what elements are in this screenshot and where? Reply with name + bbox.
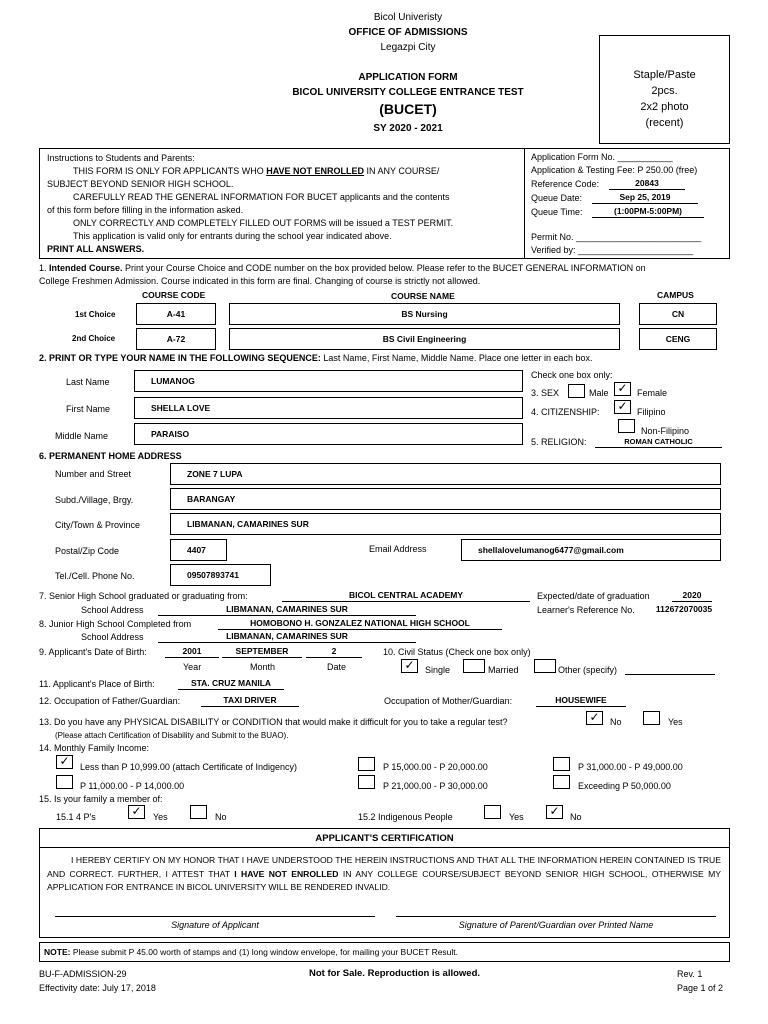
zip-label: Postal/Zip Code [55,546,120,556]
sex-female-checkbox[interactable]: ✓ [614,382,631,396]
shs-name: BICOL CENTRAL ACADEMY [282,590,530,602]
reference-code-label: Reference Code: [531,179,600,189]
section2-heading [39,353,592,363]
footer-page: Page 1 of 2 [677,983,724,993]
choice2-course[interactable]: BS Civil Engineering [229,328,620,350]
last-name-label: Last Name [66,377,110,387]
member-4ps-no-label: No [215,812,227,822]
civil-other-checkbox[interactable] [534,659,556,673]
birthplace-label: 11. Applicant's Place of Birth: [39,679,155,689]
street-label: Number and Street [55,469,132,479]
income-opt3-label: P 31,000.00 - P 49,000.00 [578,762,683,772]
queue-time-value: (1:00PM-5:00PM) [592,206,704,218]
civil-other-line [625,674,715,675]
verified-by-label: Verified by: _______________________ [531,245,694,255]
queue-date-value: Sep 25, 2019 [592,192,698,204]
phone-label: Tel./Cell. Phone No. [55,571,135,581]
member-title: 15. Is your family a member of: [39,794,163,804]
shs-grad-value: 2020 [672,590,712,602]
school-year: SY 2020 - 2021 [373,123,443,134]
civil-married-checkbox[interactable] [463,659,485,673]
section2-title: 2. PRINT OR TYPE YOUR NAME IN THE FOLLOWING SEQUENCE: [39,353,321,363]
permit-no-label: Permit No. _________________________ [531,232,702,242]
choice1-code[interactable]: A-41 [136,303,216,325]
member-ip-yes-label: Yes [509,812,524,822]
photo-line-4: (recent) [645,117,684,129]
signature-applicant-label: Signature of Applicant [171,920,259,930]
income-opt5-label: P 21,000.00 - P 30,000.00 [383,781,488,791]
birth-label: 9. Applicant's Date of Birth: [39,647,147,657]
religion-label: 5. RELIGION: [531,437,587,447]
income-opt2-checkbox[interactable] [358,757,375,771]
instructions-title: Instructions to Students and Parents: [47,153,195,163]
choice2-label: 2nd Choice [72,334,116,343]
sex-female-label: Female [637,388,668,398]
jhs-address: LIBMANAN, CAMARINES SUR [158,631,416,643]
check-one-label: Check one box only: [531,370,613,380]
citizenship-label: 4. CITIZENSHIP: [531,407,600,417]
subd-label: Subd./Village, Brgy. [55,495,134,505]
father-occupation-label: 12. Occupation of Father/Guardian: [39,696,181,706]
note-label: NOTE: [44,947,71,957]
father-occupation: TAXI DRIVER [201,695,299,707]
choice2-code[interactable]: A-72 [136,328,216,350]
birth-day-caption: Date [327,662,347,672]
queue-date-label: Queue Date: [531,193,583,203]
photo-line-1: Staple/Paste [633,69,696,81]
email-label: Email Address [369,544,427,554]
non-filipino-label: Non-Filipino [641,426,690,436]
income-title: 14. Monthly Family Income: [39,743,150,753]
university-name: Bicol Univeristy [373,12,443,23]
civil-single-checkbox[interactable]: ✓ [401,659,418,673]
street-field[interactable]: ZONE 7 LUPA [170,463,721,485]
note-body: Please submit P 45.00 worth of stamps and (1) long window envelope, for mailing your BUCET Result. [70,947,459,957]
first-name-field[interactable]: SHELLA LOVE [134,397,523,419]
section2-rest: Last Name, First Name, Middle Name. Place one letter in each box. [320,353,593,363]
instructions-p1 [73,166,439,176]
first-name-label: First Name [66,404,111,414]
disability-note: (Please attach Certification of Disability and Submit to the BUAO). [55,731,289,740]
last-name-field[interactable]: LUMANOG [134,370,523,392]
certification-text-2: I HAVE NOT ENROLLED [234,868,339,879]
certification-text [47,854,721,895]
shs-address: LIBMANAN, CAMARINES SUR [158,604,416,616]
member-ip-no-label: No [570,812,582,822]
disability-no-checkbox[interactable]: ✓ [586,711,603,725]
income-opt4-label: P 11,000.00 - P 14,000.00 [80,781,185,791]
member-4ps-label: 15.1 4 P's [56,812,96,822]
shs-address-label: School Address [81,605,144,615]
signature-parent-line [396,916,716,917]
section1-line2: College Freshmen Admission. Course indicated in this form are final. Changing of course is strictly not allowed. [39,276,481,286]
disability-yes-checkbox[interactable] [643,711,660,725]
birth-year: 2001 [165,646,219,658]
birth-month-caption: Month [250,662,276,672]
disability-yes-label: Yes [668,717,683,727]
city-label: City/Town & Province [55,520,141,530]
footer-not-for-sale: Not for Sale. Reproduction is allowed. [309,968,481,979]
income-opt5-checkbox[interactable] [358,775,375,789]
test-name: BICOL UNIVERSITY COLLEGE ENTRANCE TEST [292,87,524,98]
certification-text-3: IN ANY COLLEGE COURSE/SUBJECT BEYOND SENIOR HIGH SCHOOL, OTHERWISE MY APPLICATION FOR ENTRANCE IN BICOL UNIVERSITY WILL BE RENDERED INVALID. [47,868,722,892]
member-ip-label: 15.2 Indigenous People [358,812,453,822]
income-opt1-checkbox[interactable]: ✓ [56,755,73,769]
income-opt6-label: Exceeding P 50,000.00 [578,781,671,791]
footer-form-code: BU-F-ADMISSION-29 [39,969,127,979]
jhs-label: 8. Junior High School Completed from [39,619,192,629]
member-ip-yes-checkbox[interactable] [484,805,501,819]
office-city: Legazpi City [380,42,436,53]
member-4ps-yes-label: Yes [153,812,168,822]
filipino-checkbox[interactable]: ✓ [614,400,631,414]
income-opt1-label: Less than P 10,999.00 (attach Certificate of Indigency) [80,762,297,772]
birth-month: SEPTEMBER [222,646,302,658]
mother-occupation-label: Occupation of Mother/Guardian: [384,696,513,706]
photo-line-3: 2x2 photo [640,101,689,113]
instructions-p1d: SUBJECT BEYOND SENIOR HIGH SCHOOL. [47,179,234,189]
member-4ps-no-checkbox[interactable] [190,805,207,819]
col-campus: CAMPUS [657,290,694,300]
birth-year-caption: Year [183,662,202,672]
non-filipino-checkbox[interactable] [618,419,635,433]
signature-applicant-line [55,916,375,917]
jhs-name: HOMOBONO H. GONZALEZ NATIONAL HIGH SCHOOL [218,618,502,630]
instructions-p2b: of this form before filling in the information asked. [47,205,244,215]
lrn-value: 112672070035 [655,604,713,614]
civil-married-label: Married [488,665,519,675]
sex-label: 3. SEX [531,388,560,398]
fee-label: Application & Testing Fee: P 250.00 (free) [531,165,698,175]
section1-line1 [39,263,646,273]
civil-other-label: Other (specify) [558,665,618,675]
certification-title-rule [39,847,730,848]
member-ip-no-checkbox[interactable]: ✓ [546,805,563,819]
section1-text1: Print your Course Choice and CODE number on the box provided below. Please refer to the BUCET GENERAL INFORMATION on [122,263,646,273]
certification-title: APPLICANT'S CERTIFICATION [315,833,454,844]
choice1-label: 1st Choice [75,310,116,319]
instructions-p4: This application is valid only for entrants during the school year indicated above. [73,231,392,241]
instructions-p1c: IN ANY COURSE/ [364,166,440,176]
filipino-label: Filipino [637,407,666,417]
middle-name-field[interactable]: PARAISO [134,423,523,445]
disability-question: 13. Do you have any PHYSICAL DISABILITY or CONDITION that would make it difficult for you to take a regular test? [39,717,508,727]
footer-effectivity: Effectivity date: July 17, 2018 [39,983,156,993]
signature-parent-label: Signature of Parent/Guardian over Printed Name [458,920,654,930]
lrn-label: Learner's Reference No. [537,605,635,615]
middle-name-label: Middle Name [55,431,109,441]
instructions-p3: ONLY CORRECTLY AND COMPLETELY FILLED OUT FORMS will be issued a TEST PERMIT. [73,218,454,228]
address-title: 6. PERMANENT HOME ADDRESS [39,451,182,461]
queue-time-label: Queue Time: [531,207,583,217]
income-opt3-checkbox[interactable] [553,757,570,771]
income-opt2-label: P 15,000.00 - P 20,000.00 [383,762,488,772]
section1-title: Intended Course. [49,263,123,273]
phone-field[interactable]: 09507893741 [170,564,271,586]
instructions-divider [524,148,525,259]
choice1-course[interactable]: BS Nursing [229,303,620,325]
application-no-label: Application Form No. ___________ [531,152,673,162]
section1-number: 1. [39,263,50,273]
col-course-code: COURSE CODE [142,290,206,300]
form-title: APPLICATION FORM [358,72,458,83]
reference-code-value: 20843 [609,178,685,190]
choice2-campus[interactable]: CENG [639,328,717,350]
income-opt6-checkbox[interactable] [553,775,570,789]
mother-occupation: HOUSEWIFE [536,695,626,707]
sex-male-checkbox[interactable] [568,384,585,398]
office-name: OFFICE OF ADMISSIONS [348,27,468,38]
instructions-p5: PRINT ALL ANSWERS. [47,244,145,254]
certification-text-1: I HEREBY CERTIFY ON MY HONOR THAT I HAVE UNDERSTOOD THE HEREIN INSTRUCTIONS AND THAT ALL THE INFORMATION HEREIN CONTAINED IS TRUE AND CORRECT. FURTHER, I ATTEST THAT [47,855,721,879]
shs-label: 7. Senior High School graduated or graduating from: [39,591,248,601]
jhs-address-label: School Address [81,632,144,642]
civil-status-label: 10. Civil Status (Check one box only) [383,647,531,657]
civil-single-label: Single [425,665,451,675]
birthplace-value: STA. CRUZ MANILA [178,678,284,690]
zip-field[interactable]: 4407 [170,539,227,561]
test-acronym: (BUCET) [379,101,437,117]
disability-no-label: No [610,717,622,727]
religion-value: ROMAN CATHOLIC [595,436,722,448]
choice1-campus[interactable]: CN [639,303,717,325]
subd-field[interactable]: BARANGAY [170,488,721,510]
email-field[interactable]: shellalovelumanog6477@gmail.com [461,539,721,561]
instructions-p1b: HAVE NOT ENROLLED [266,166,365,176]
birth-day: 2 [306,646,362,658]
income-opt4-checkbox[interactable] [56,775,73,789]
sex-male-label: Male [589,388,609,398]
instructions-p1a: THIS FORM IS ONLY FOR APPLICANTS WHO [73,166,267,176]
member-4ps-yes-checkbox[interactable]: ✓ [128,805,145,819]
col-course-name: COURSE NAME [391,291,455,301]
instructions-p2a: CAREFULLY READ THE GENERAL INFORMATION FOR BUCET applicants and the contents [73,192,450,202]
footer-revision: Rev. 1 [677,969,703,979]
city-field[interactable]: LIBMANAN, CAMARINES SUR [170,513,721,535]
shs-grad-label: Expected/date of graduation [537,591,650,601]
photo-line-2: 2pcs. [651,85,678,97]
note-text [44,948,458,958]
